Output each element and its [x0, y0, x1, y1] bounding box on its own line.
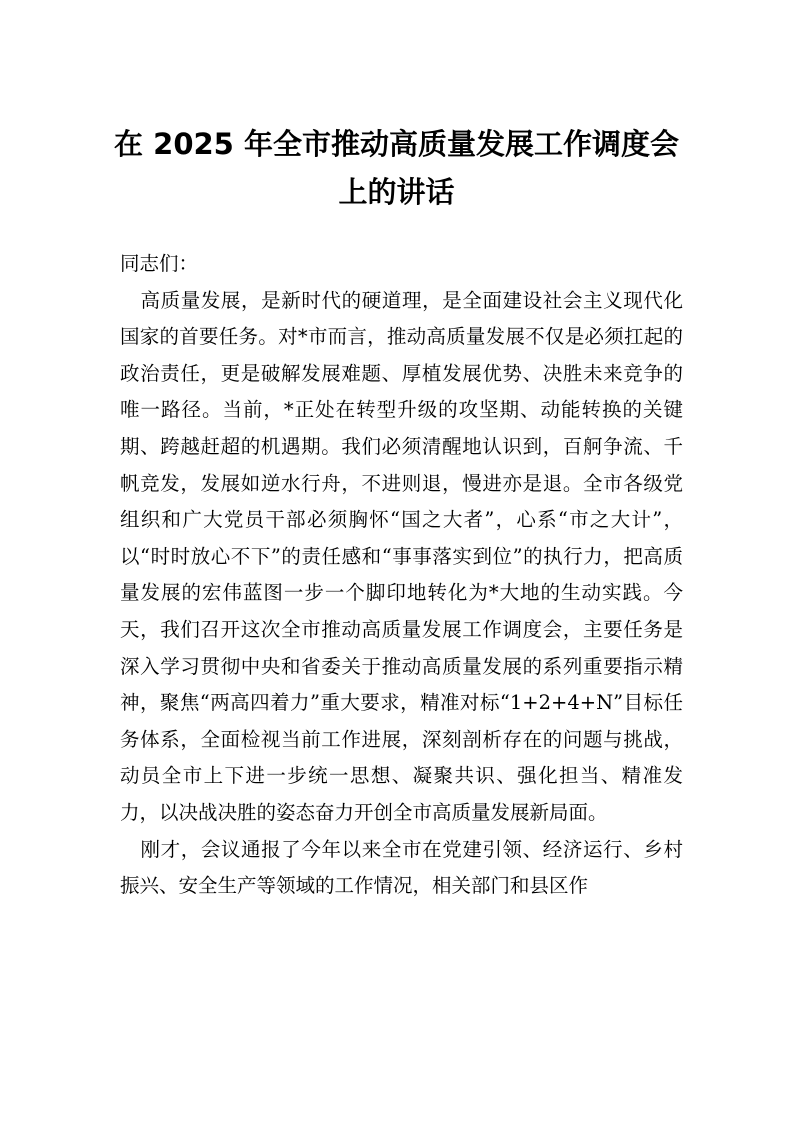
document-title: [100, 120, 693, 216]
title-line-2: 上的讲话: [338, 175, 455, 209]
salutation: 同志们：: [120, 252, 199, 275]
paragraph: 刚才，会议通报了今年以来全市在党建引领、经济运行、乡村振兴、安全生产等领域的工作情况，相关部门和县区作: [120, 837, 683, 898]
paragraph: 高质量发展，是新时代的硬道理，是全面建设社会主义现代化国家的首要任务。对*市而言，推动高质量发展不仅是必须扛起的政治责任，更是破解发展难题、厚植发展优势、决胜未来竞争的唯一路径。当前，*正处在转型升级的攻坚期、动能转换的关键期、跨越赶超的机遇期。我们必须清醒地认识到，百舸争流、千帆竞发，发展如逆水行舟，不进则退，慢进亦是退。全市各级党组织和广大党员干部必须胸怀“国之大者”，心系“市之大计”，以“时时放心不下”的责任感和“事事落实到位”的执行力，把高质量发展的宏伟蓝图一步一个脚印地转化为*大地的生动实践。今天，我们召开这次全市推动高质量发展工作调度会，主要任务是深入学习贯彻中央和省委关于推动高质量发展的系列重要指示精神，聚焦“两高四着力”重大要求，精准对标“1+2+4+N”目标任务体系，全面检视当前工作进展，深刻剖析存在的问题与挑战，动员全市上下进一步统一思想、凝聚共识、强化担当、精准发力，以决战决胜的姿态奋力开创全市高质量发展新局面。: [120, 288, 683, 824]
document-body: [120, 246, 683, 905]
title-line-1: 在 2025 年全市推动高质量发展工作调度会: [114, 127, 679, 161]
